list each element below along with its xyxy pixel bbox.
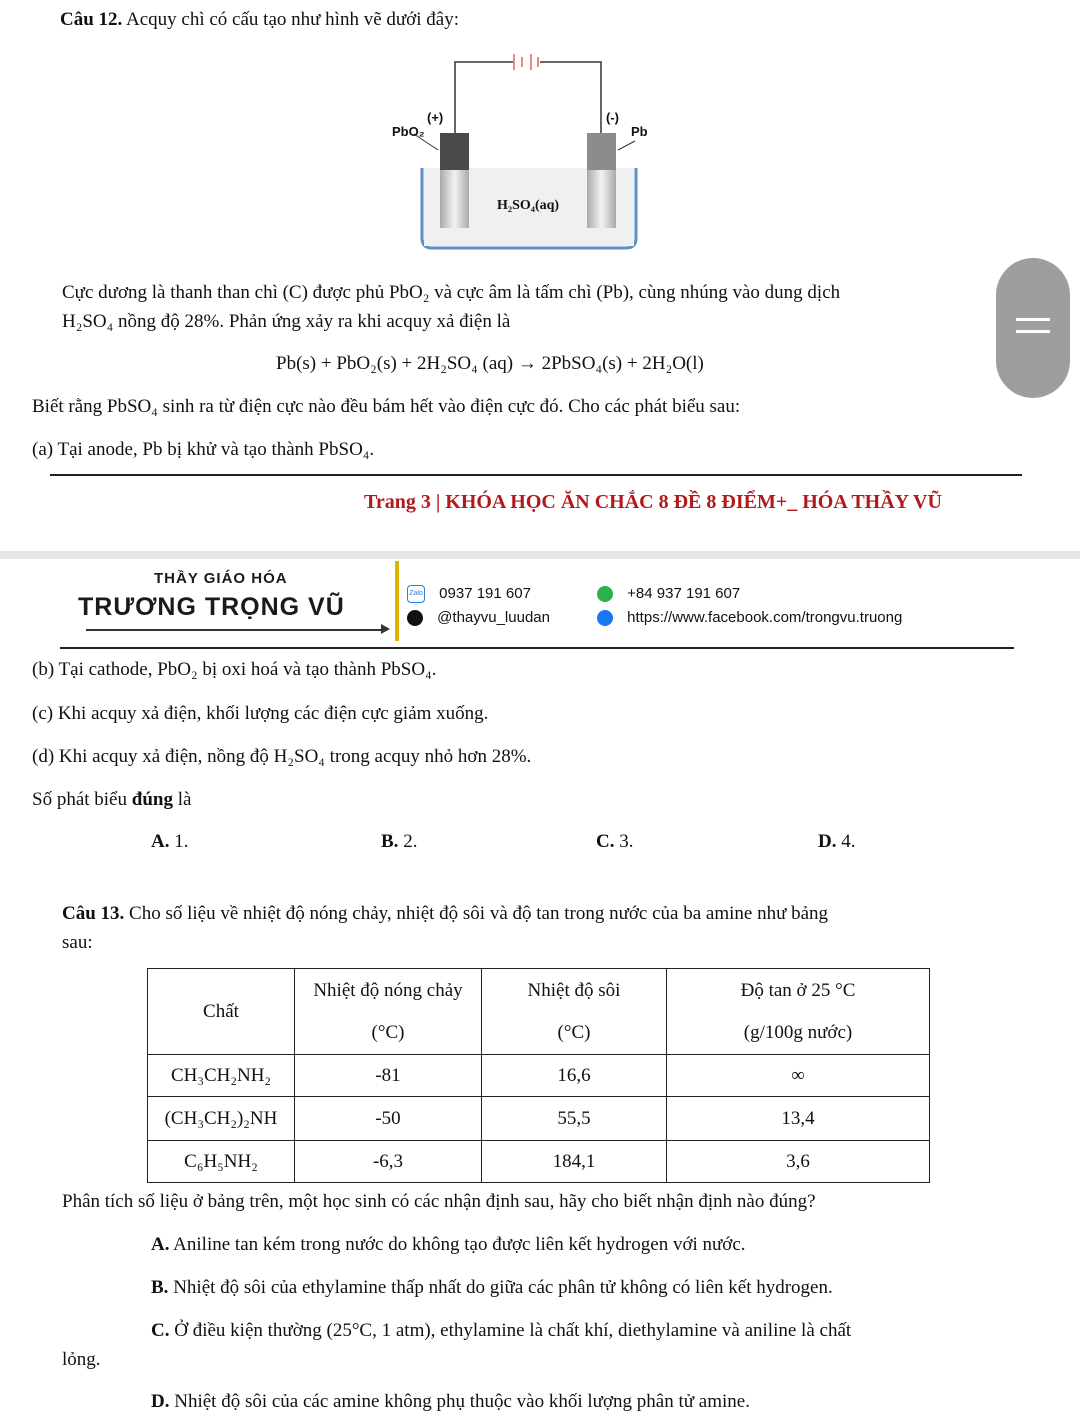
statement-d: (d) Khi acquy xả điện, nồng độ H₂SO₄ trong acquy nhỏ hơn 28%. bbox=[32, 746, 532, 767]
q13-option-c-cont: lỏng. bbox=[62, 1349, 101, 1370]
q12-paragraph-1: Cực dương là thanh than chì (C) được phủ PbO₂ và cực âm là tấm chì (Pb), cùng nhúng vào dung dịch bbox=[62, 282, 841, 303]
table-row: (CH₃CH₂)₂NH -50 55,5 13,4 bbox=[148, 1097, 930, 1141]
q13-title: Câu 13. Cho số liệu về nhiệt độ nóng chảy, nhiệt độ sôi và độ tan trong nước của ba amine như bảng bbox=[62, 903, 829, 924]
header-substance: Chất bbox=[148, 969, 295, 1055]
zalo-icon: Zalo bbox=[407, 585, 425, 603]
amine-data-table bbox=[147, 968, 930, 1183]
q13-option-b[interactable]: B. Nhiệt độ sôi của ethylamine thấp nhất do giữa các phân tử không có liên kết hydrogen. bbox=[151, 1277, 833, 1298]
q13-option-a[interactable]: A. Aniline tan kém trong nước do không tạo được liên kết hydrogen với nước. bbox=[151, 1234, 746, 1255]
facebook-link[interactable]: https://www.facebook.com/trongvu.truong bbox=[627, 609, 903, 626]
footer-divider bbox=[50, 474, 1022, 476]
q13-question: Phân tích số liệu ở bảng trên, một học sinh có các nhận định sau, hãy cho biết nhận định nào đúng? bbox=[62, 1191, 816, 1212]
facebook-icon bbox=[597, 610, 613, 626]
lead-acid-battery-figure bbox=[380, 50, 680, 255]
statement-c: (c) Khi acquy xả điện, khối lượng các điện cực giảm xuống. bbox=[32, 703, 489, 724]
header-solubility: Độ tan ở 25 °C (g/100g nước) bbox=[667, 969, 930, 1055]
q13-title-cont: sau: bbox=[62, 932, 93, 953]
q12-option-c[interactable]: C. 3. bbox=[596, 831, 634, 852]
pbo2-label: PbO₂ bbox=[392, 124, 425, 139]
page-break bbox=[0, 551, 1080, 559]
page-footer: Trang 3 | KHÓA HỌC ĂN CHẮC 8 ĐỀ 8 ĐIỂM+_ HÓA THẦY VŨ bbox=[364, 491, 942, 513]
header-divider bbox=[60, 647, 1014, 649]
brand-underline bbox=[86, 629, 384, 631]
tiktok-icon bbox=[407, 610, 423, 626]
statement-a: (a) Tại anode, Pb bị khử và tạo thành PbSO₄. bbox=[32, 439, 375, 460]
header-melting-point: Nhiệt độ nóng chảy (°C) bbox=[295, 969, 482, 1055]
q12-question: Số phát biểu đúng là bbox=[32, 789, 192, 810]
scroll-handle[interactable] bbox=[996, 258, 1070, 398]
negative-sign: (-) bbox=[606, 110, 619, 125]
positive-sign: (+) bbox=[427, 110, 444, 125]
q13-option-c[interactable]: C. Ở điều kiện thường (25°C, 1 atm), ethylamine là chất khí, diethylamine và aniline là chất bbox=[151, 1320, 852, 1341]
q12-paragraph-3: Biết rằng PbSO₄ sinh ra từ điện cực nào đều bám hết vào điện cực đó. Cho các phát biểu sau: bbox=[32, 396, 741, 417]
brand-divider bbox=[395, 561, 399, 641]
q12-paragraph-2: H₂SO₄ nồng độ 28%. Phản ứng xảy ra khi acquy xả điện là bbox=[62, 311, 511, 332]
zalo-number[interactable]: 0937 191 607 bbox=[439, 585, 531, 602]
table-row: CH₃CH₂NH₂ -81 16,6 ∞ bbox=[148, 1055, 930, 1097]
brand-title: TRƯƠNG TRỌNG VŨ bbox=[78, 593, 345, 621]
q12-title: Câu 12. Acquy chì có cấu tạo như hình vẽ dưới đây: bbox=[60, 9, 459, 30]
phone-icon bbox=[597, 586, 613, 602]
header-boiling-point: Nhiệt độ sôi (°C) bbox=[482, 969, 667, 1055]
brand-subtitle: THẦY GIÁO HÓA bbox=[154, 570, 288, 587]
tiktok-handle[interactable]: @thayvu_luudan bbox=[437, 609, 550, 626]
q12-option-a[interactable]: A. 1. bbox=[151, 831, 189, 852]
pb-label: Pb bbox=[631, 124, 648, 139]
pb-electrode-icon bbox=[587, 133, 616, 170]
q12-equation: Pb(s) + PbO₂(s) + 2H₂SO₄ (aq) → 2PbSO₄(s) + 2H₂O(l) bbox=[276, 353, 704, 374]
q12-option-d[interactable]: D. 4. bbox=[818, 831, 856, 852]
q13-option-d[interactable]: D. Nhiệt độ sôi của các amine không phụ thuộc vào khối lượng phân tử amine. bbox=[151, 1391, 750, 1412]
arrow-icon bbox=[381, 624, 390, 634]
grip-icon bbox=[1016, 318, 1050, 321]
pbo2-electrode-icon bbox=[440, 133, 469, 170]
phone-number[interactable]: +84 937 191 607 bbox=[627, 585, 741, 602]
statement-b: (b) Tại cathode, PbO₂ bị oxi hoá và tạo thành PbSO₄. bbox=[32, 659, 437, 680]
electrolyte-label: H₂SO₄(aq) bbox=[497, 198, 560, 213]
table-row: C₆H₅NH₂ -6,3 184,1 3,6 bbox=[148, 1141, 930, 1183]
q12-option-b[interactable]: B. 2. bbox=[381, 831, 418, 852]
